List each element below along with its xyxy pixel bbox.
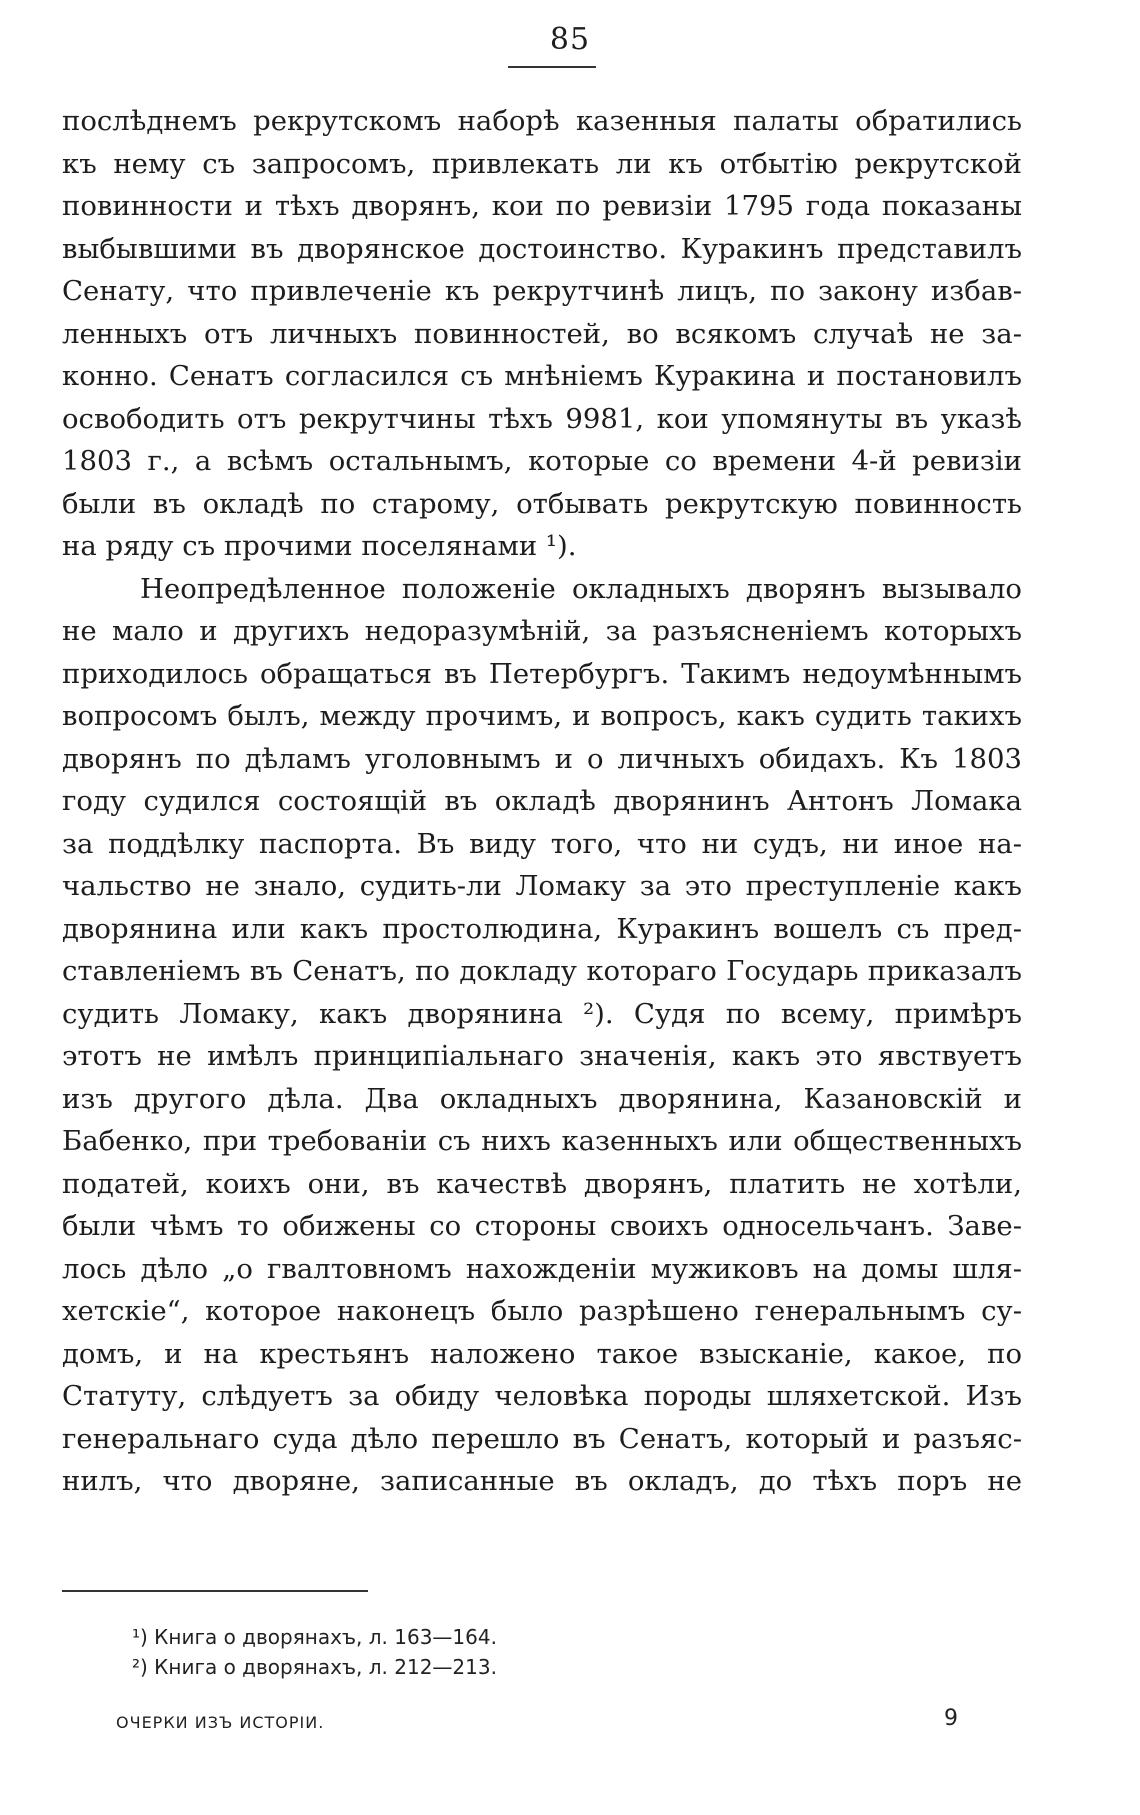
text-line: податей, коихъ они, въ качествѣ дворянъ, платить не хотѣли, (62, 1167, 1022, 1200)
text-line: къ нему съ запросомъ, привлекать ли къ отбытію рекрутской (62, 147, 1022, 180)
text-line: Сенату, что привлеченіе къ рекрутчинѣ лицъ, по закону избав- (62, 275, 1022, 307)
text-line: этотъ не имѣлъ принципіальнаго значенія, какъ это явствуетъ (62, 1040, 1022, 1072)
text-line: не мало и другихъ недоразумѣній, за разъясненіемъ которыхъ (62, 615, 1022, 647)
text-line: хетскіе“, которое наконецъ было разрѣшено генеральнымъ су- (62, 1295, 1022, 1327)
page-number-underline (508, 66, 596, 68)
text-line: 1803 г., а всѣмъ остальнымъ, которые со времени 4-й ревизіи (62, 445, 1022, 477)
page-number: 85 (549, 22, 591, 57)
text-line: судить Ломаку, какъ дворянина ²). Судя по всему, примѣръ (62, 997, 1022, 1030)
text-line: приходилось обращаться въ Петербургъ. Такимъ недоумѣннымъ (62, 657, 1022, 690)
text-line: Бабенко, при требованіи съ нихъ казенныхъ или общественныхъ (62, 1125, 1022, 1157)
text-line: нилъ, что дворяне, записанные въ окладъ, до тѣхъ поръ не (62, 1465, 1022, 1497)
text-line: дворянина или какъ простолюдина, Куракинъ вошелъ съ пред- (62, 912, 1022, 945)
footnote-1: ¹) Книга о дворянахъ, л. 163—164. (132, 1625, 497, 1649)
body-text (62, 100, 1022, 1503)
text-line: генеральнаго суда дѣло перешло въ Сенатъ, который и разъяс- (62, 1422, 1022, 1455)
text-line: конно. Сенатъ согласился съ мнѣніемъ Куракина и постановилъ (62, 360, 1022, 392)
text-line: повинности и тѣхъ дворянъ, кои по ревизіи 1795 года показаны (62, 190, 1022, 222)
footnotes (132, 1622, 732, 1682)
text-line: Неопредѣленное положеніе окладныхъ дворянъ вызывало (140, 572, 1022, 605)
text-line: Статуту, слѣдуетъ за обиду человѣка породы шляхетской. Изъ (62, 1380, 1022, 1412)
printer-signature: ОЧЕРКИ ИЗЪ ИСТОРІИ. (116, 1713, 325, 1732)
text-line: дворянъ по дѣламъ уголовнымъ и о личныхъ обидахъ. Къ 1803 (62, 742, 1022, 775)
footnote-separator (62, 1590, 368, 1592)
text-line: на ряду съ прочими поселянами ¹). (62, 530, 577, 562)
text-line: выбывшими въ дворянское достоинство. Куракинъ представилъ (62, 232, 1022, 265)
text-line: вопросомъ былъ, между прочимъ, и вопросъ, какъ судить такихъ (62, 700, 1022, 732)
text-line: ленныхъ отъ личныхъ повинностей, во всякомъ случаѣ не за- (62, 317, 1022, 350)
text-line: послѣднемъ рекрутскомъ наборѣ казенныя палаты обратились (62, 105, 1022, 137)
footnote-2: ²) Книга о дворянахъ, л. 212—213. (132, 1655, 497, 1679)
text-line: изъ другого дѣла. Два окладныхъ дворянина, Казановскій и (62, 1082, 1022, 1115)
text-line: году судился состоящій въ окладѣ дворянинъ Антонъ Ломака (62, 785, 1022, 817)
text-line: лось дѣло „о гвалтовномъ нахожденіи мужиковъ на домы шля- (62, 1252, 1022, 1285)
text-line: ставленіемъ въ Сенатъ, по докладу котораго Государь приказалъ (62, 955, 1022, 987)
text-line: были въ окладѣ по старому, отбывать рекрутскую повинность (62, 487, 1022, 520)
text-line: за поддѣлку паспорта. Въ виду того, что ни судъ, ни иное на- (62, 827, 1022, 860)
text-line: были чѣмъ то обижены со стороны своихъ односельчанъ. Заве- (62, 1210, 1022, 1242)
text-line: чальство не знало, судить-ли Ломаку за это преступленіе какъ (62, 870, 1022, 902)
text-line: освободить отъ рекрутчины тѣхъ 9981, кои упомянуты въ указѣ (62, 402, 1022, 435)
text-line: домъ, и на крестьянъ наложено такое взысканіе, какое, по (62, 1337, 1022, 1370)
signature-number: 9 (944, 1706, 958, 1731)
